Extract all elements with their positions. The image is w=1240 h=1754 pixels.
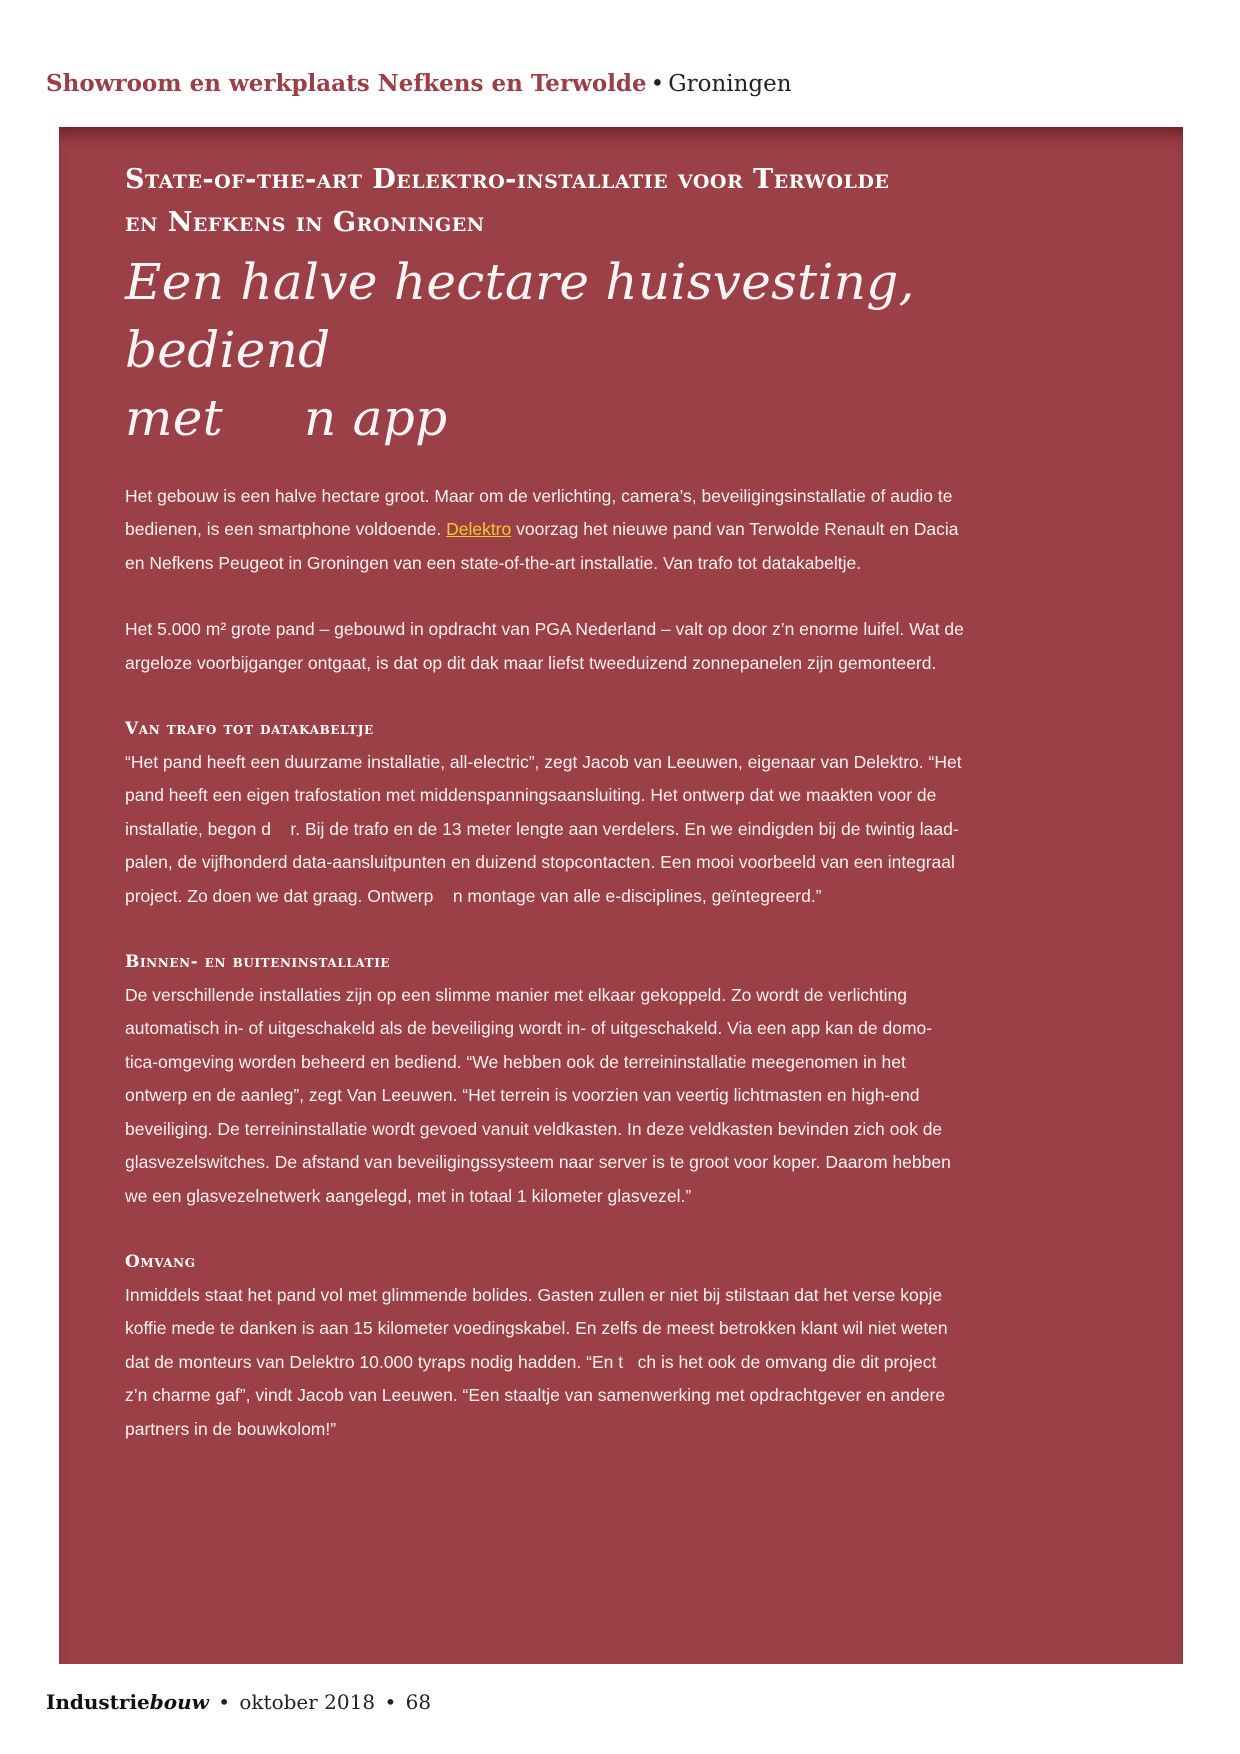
footer-separator: •	[218, 1690, 231, 1714]
delektro-link[interactable]: Delektro	[446, 519, 512, 540]
intro-paragraph: Het gebouw is een halve hectare groot. Maar om de verlichting, camera’s, beveiligingsinstallatie of audio te bedienen, is een smartphone voldoende. Delektro voorzag het nieuwe pand van Terwolde Renault en Dacia en Nefkens Peugeot in Groningen van een state-of-the-art installatie. Van trafo tot datakabeltje.	[125, 486, 959, 573]
magazine-name-italic: bouw	[149, 1690, 209, 1714]
section-heading: Binnen- en buiteninstallatie	[125, 952, 391, 973]
headline-line: Een halve hectare huisvesting, bediend	[125, 253, 915, 379]
section-paragraph: “Het pand heeft een duurzame installatie, all-electric”, zegt Jacob van Leeuwen, eigenaar van Delektro. “Het pand heeft een eigen trafostation met middenspanningsaansluiting. Het ontwerp dat we maakten voor de installatie, begon d r. Bij de trafo en de 13 meter lengte aan verdelers. En we eindigden bij de twintig laad- palen, de vijfhonderd data-aansluitpunten en duizend stopcontacten. Een mooi voorbeeld van een integraal project. Zo doen we dat graag. Ontwerp n montage van alle e-disciplines, geïntegreerd.”	[125, 752, 962, 906]
article-headline	[125, 248, 1005, 452]
article-kicker	[125, 158, 1005, 244]
headline-line: met n app	[125, 389, 448, 447]
section-heading: Omvang	[125, 1251, 196, 1272]
running-head-section: Showroom en werkplaats Nefkens en Terwolde	[46, 70, 647, 97]
magazine-name: Industrie	[46, 1690, 150, 1714]
running-head-location: Groningen	[668, 71, 792, 97]
issue-date: oktober 2018	[239, 1690, 376, 1714]
running-head-separator: •	[650, 71, 665, 97]
kicker-line: en Nefkens in Groningen	[125, 207, 485, 238]
page-number: 68	[405, 1690, 432, 1714]
page-footer	[46, 1690, 431, 1714]
body-paragraph: Het 5.000 m² grote pand – gebouwd in opdracht van PGA Nederland – valt op door z’n enorme luifel. Wat de argeloze voorbijganger ontgaat, is dat op dit dak maar liefst tweeduizend zonnepanelen zijn gemonteerd.	[125, 619, 964, 673]
running-head	[46, 70, 792, 97]
section-heading: Van trafo tot datakabeltje	[125, 719, 374, 740]
footer-separator: •	[384, 1690, 397, 1714]
article-content	[125, 158, 1005, 1446]
section-paragraph: Inmiddels staat het pand vol met glimmende bolides. Gasten zullen er niet bij stilstaan dat het verse kopje koffie mede te danken is aan 15 kilometer voedingskabel. En zelfs de meest betrokken klant wil niet weten dat de monteurs van Delektro 10.000 tyraps nodig hadden. “En t ch is het ook de omvang die dit project z’n charme gaf”, vindt Jacob van Leeuwen. “Een staaltje van samenwerking met opdrachtgever en andere partners in de bouwkolom!”	[125, 1284, 948, 1439]
section-paragraph: De verschillende installaties zijn op een slimme manier met elkaar gekoppeld. Zo wordt de verlichting automatisch in- of uitgeschakeld als de beveiliging wordt in- of uitgeschakeld. Via een app kan de domo- tica-omgeving worden beheerd en bediend. “We hebben ook de terreininstallatie meegenomen in het ontwerp en de aanleg”, zegt Van Leeuwen. “Het terrein is voorzien van veertig lichtmasten en high-end beveiliging. De terreininstallatie wordt gevoed vanuit veldkasten. In deze veldkasten bevinden zich ook de glasvezelswitches. De afstand van beveiligingssysteem naar server is te groot voor koper. Daarom hebben we een glasvezelnetwerk aangelegd, met in totaal 1 kilometer glasvezel.”	[125, 985, 951, 1206]
kicker-line: State-of-the-art Delektro-installatie voor Terwolde	[125, 164, 890, 195]
